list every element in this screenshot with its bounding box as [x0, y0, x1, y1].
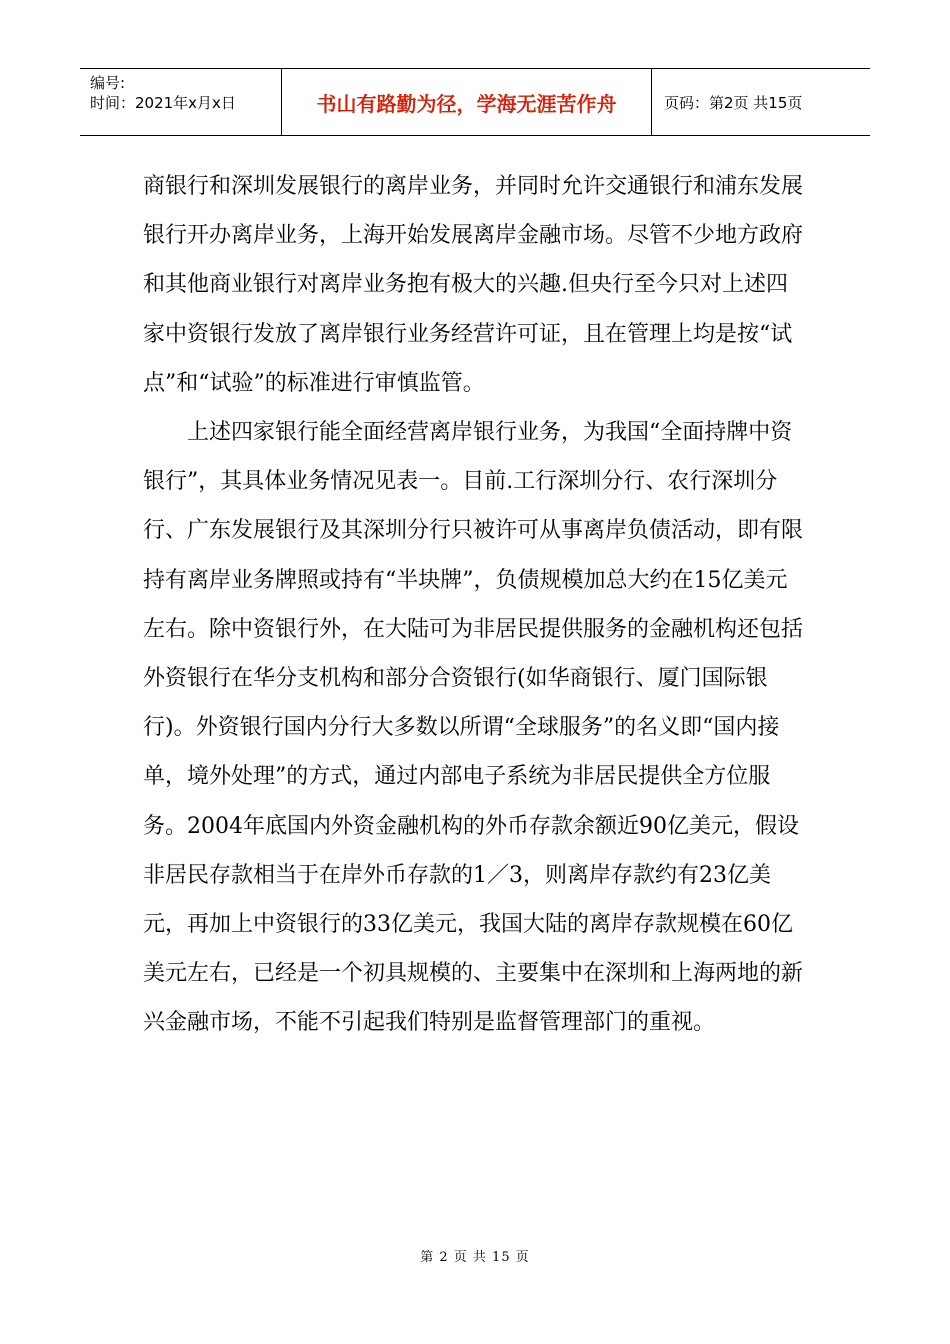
document-body [143, 162, 808, 1048]
paragraph-2: 上述四家银行能全面经营离岸银行业务，为我国“全面持牌中资银行”，其具体业务情况见表一。目前.工行深圳分行、农行深圳分行、广东发展银行及其深圳分行只被许可从事离岸负债活动，即有限持有离岸业务牌照或持有“半块牌”，负债规模加总大约在15亿美元左右。除中资银行外，在大陆可为非居民提供服务的金融机构还包括外资银行在华分支机构和部分合资银行(如华商银行、厦门国际银行)。外资银行国内分行大多数以所谓“全球服务”的名义即“国内接单，境外处理”的方式，通过内部电子系统为非居民提供全方位服务。2004年底国内外资金融机构的外币存款余额近90亿美元，假设非居民存款相当于在岸外币存款的1／3，则离岸存款约有23亿美元，再加上中资银行的33亿美元，我国大陆的离岸存款规模在60亿美元左右，已经是一个初具规模的、主要集中在深圳和上海两地的新兴金融市场，不能不引起我们特别是监督管理部门的重视。 [143, 420, 804, 1036]
document-number-label: 编号: [90, 74, 126, 92]
header-page-label: 页码：第2页 共15页 [664, 93, 803, 112]
page-header [80, 68, 870, 136]
header-motto: 书山有路勤为径，学海无涯苦作舟 [282, 69, 652, 135]
paragraph-1: 商银行和深圳发展银行的离岸业务，并同时允许交通银行和浦东发展银行开办离岸业务，上海开始发展离岸金融市场。尽管不少地方政府和其他商业银行对离岸业务抱有极大的兴趣.但央行至今只对上述四家中资银行发放了离岸银行业务经营许可证，且在管理上均是按“试点”和“试验”的标准进行审慎监管。 [143, 174, 804, 396]
page-footer: 第 2 页 共 15 页 [420, 1250, 530, 1265]
header-meta [80, 69, 282, 135]
document-time-label: 时间：2021年x月x日 [90, 94, 236, 112]
